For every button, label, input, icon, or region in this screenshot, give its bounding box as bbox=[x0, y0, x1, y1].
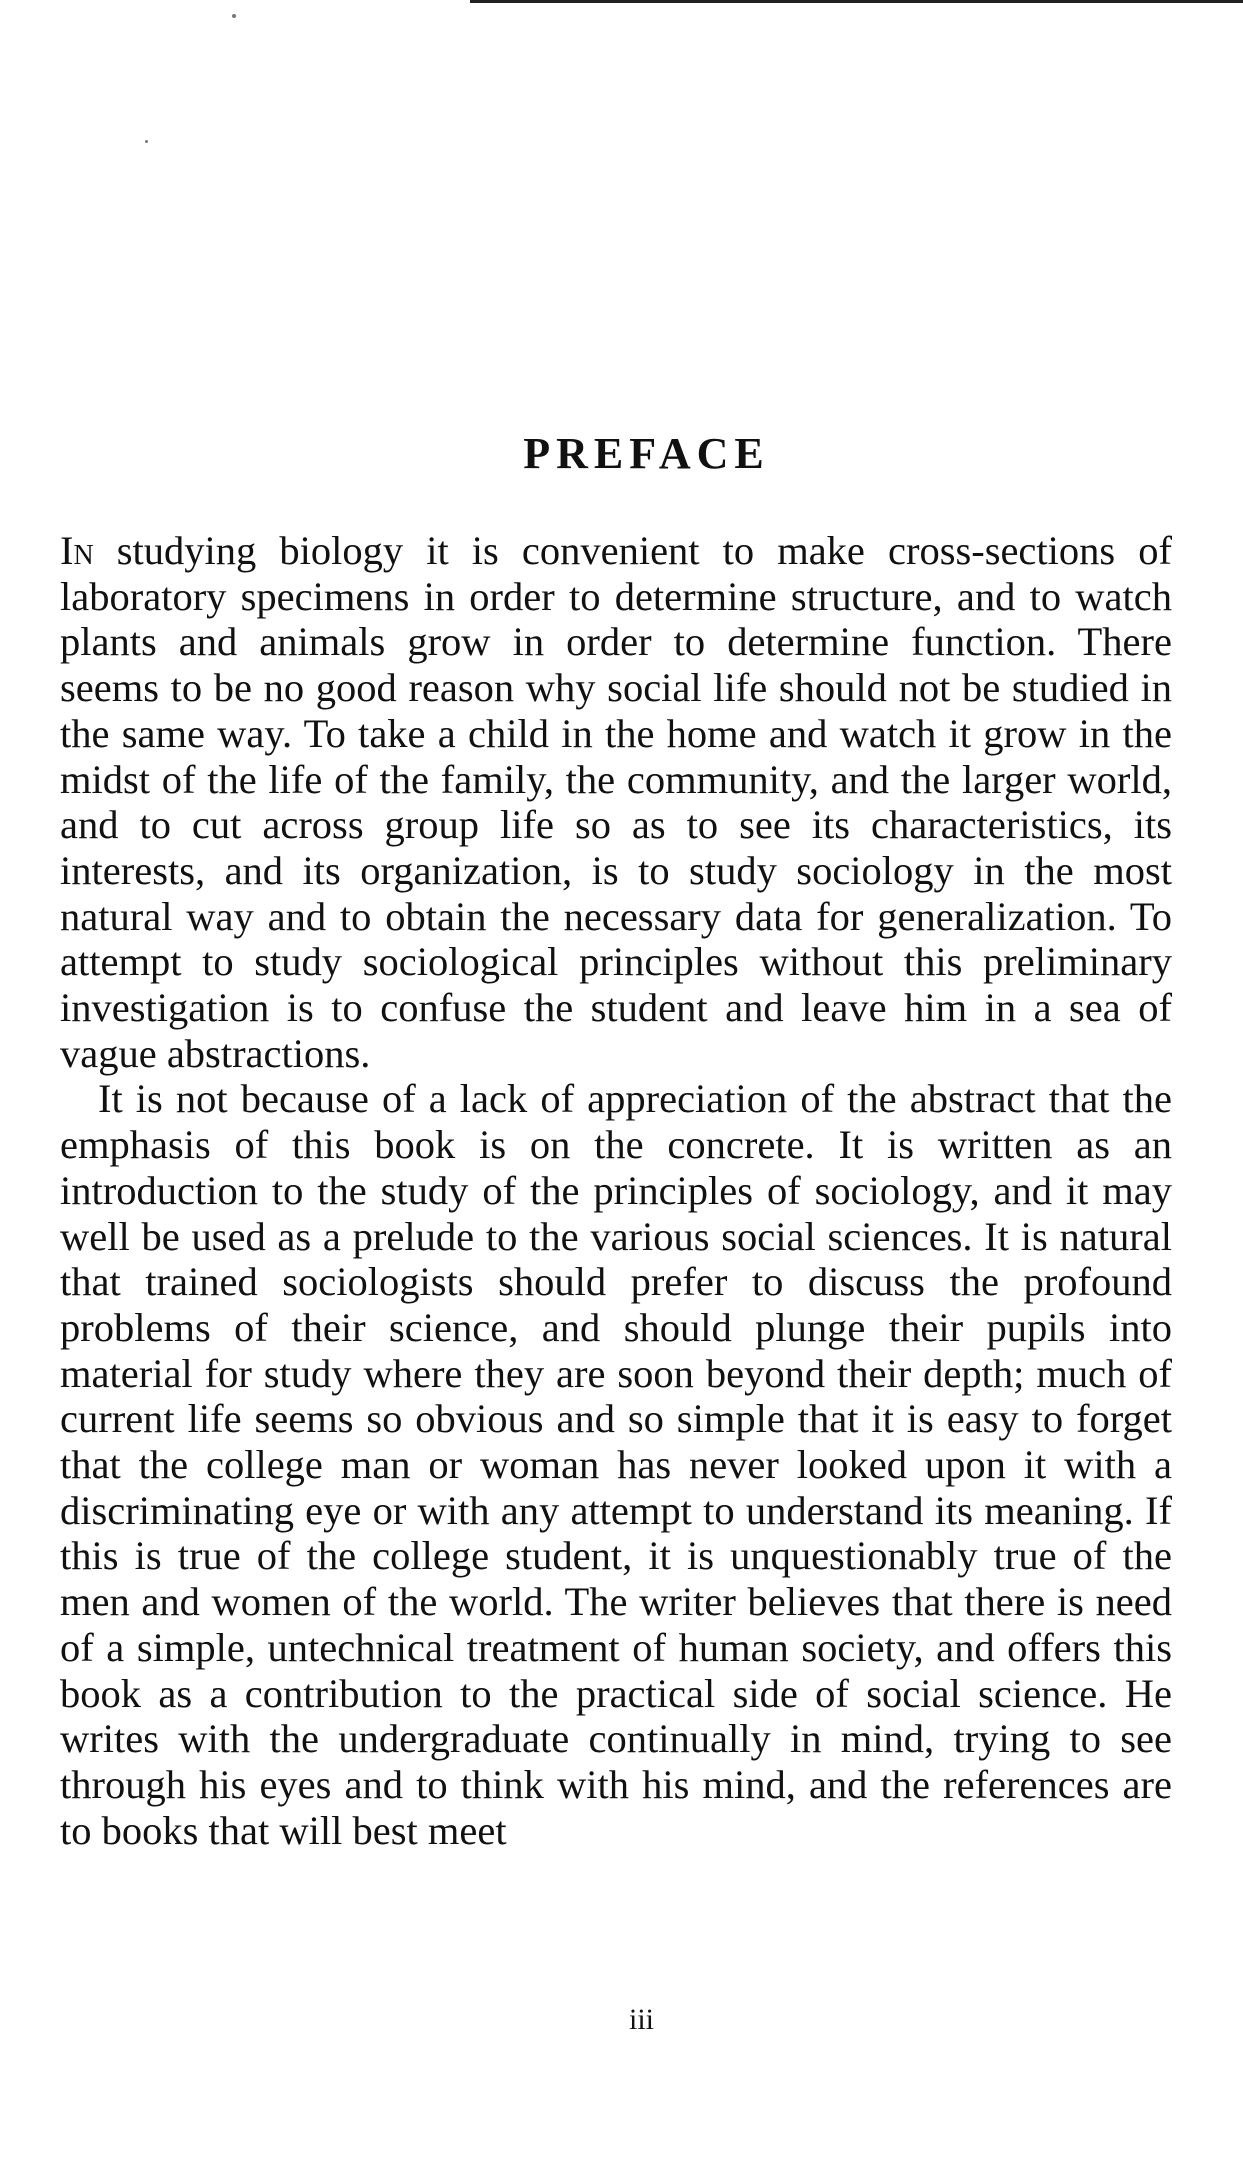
page-top-edge-rule bbox=[470, 0, 1243, 3]
paragraph-text: studying biology it is convenient to make cross-sections of laboratory specimens in order to determine structure, and to watch plants and animals grow in order to determine function. There seems to be no good reason why social life should not be studied in the same way. To take a child in the home and watch it grow in the midst of the life of the family, the community, and the larger world, and to cut across group life so as to see its characteristics, its interests, and its organization, is to study sociology in the most natural way and to obtain the necessary data for generalization. To attempt to study sociological principles without this preliminary investigation is to confuse the student and leave him in a sea of vague abstractions. bbox=[60, 528, 1172, 1076]
preface-body bbox=[60, 528, 1172, 1853]
paragraph-text: It is not because of a lack of appreciation of the abstract that the emphasis of this book is on the concrete. It is written as an introduction to the study of the principles of sociology, and it may well be used as a prelude to the various social sciences. It is natural that trained sociologists should prefer to discuss the profound problems of their science, and should plunge their pupils into material for study where they are soon beyond their depth; much of current life seems so obvious and so simple that it is easy to forget that the college man or woman has never looked upon it with a discriminating eye or with any attempt to understand its meaning. If this is true of the college student, it is unquestionably true of the men and women of the world. The writer believes that there is need of a simple, untechnical treatment of human society, and offers this book as a contribution to the practical side of social science. He writes with the undergraduate continually in mind, trying to see through his eyes and to think with his mind, and the references are to books that will best meet bbox=[60, 1076, 1172, 1853]
preface-paragraph-2 bbox=[60, 1076, 1172, 1853]
page-number: iii bbox=[628, 2003, 654, 2036]
opening-word: In bbox=[60, 528, 94, 573]
page-title: PREFACE bbox=[523, 429, 770, 478]
scan-speck bbox=[232, 14, 236, 18]
preface-paragraph-1 bbox=[60, 528, 1172, 1076]
scan-speck bbox=[145, 140, 148, 143]
